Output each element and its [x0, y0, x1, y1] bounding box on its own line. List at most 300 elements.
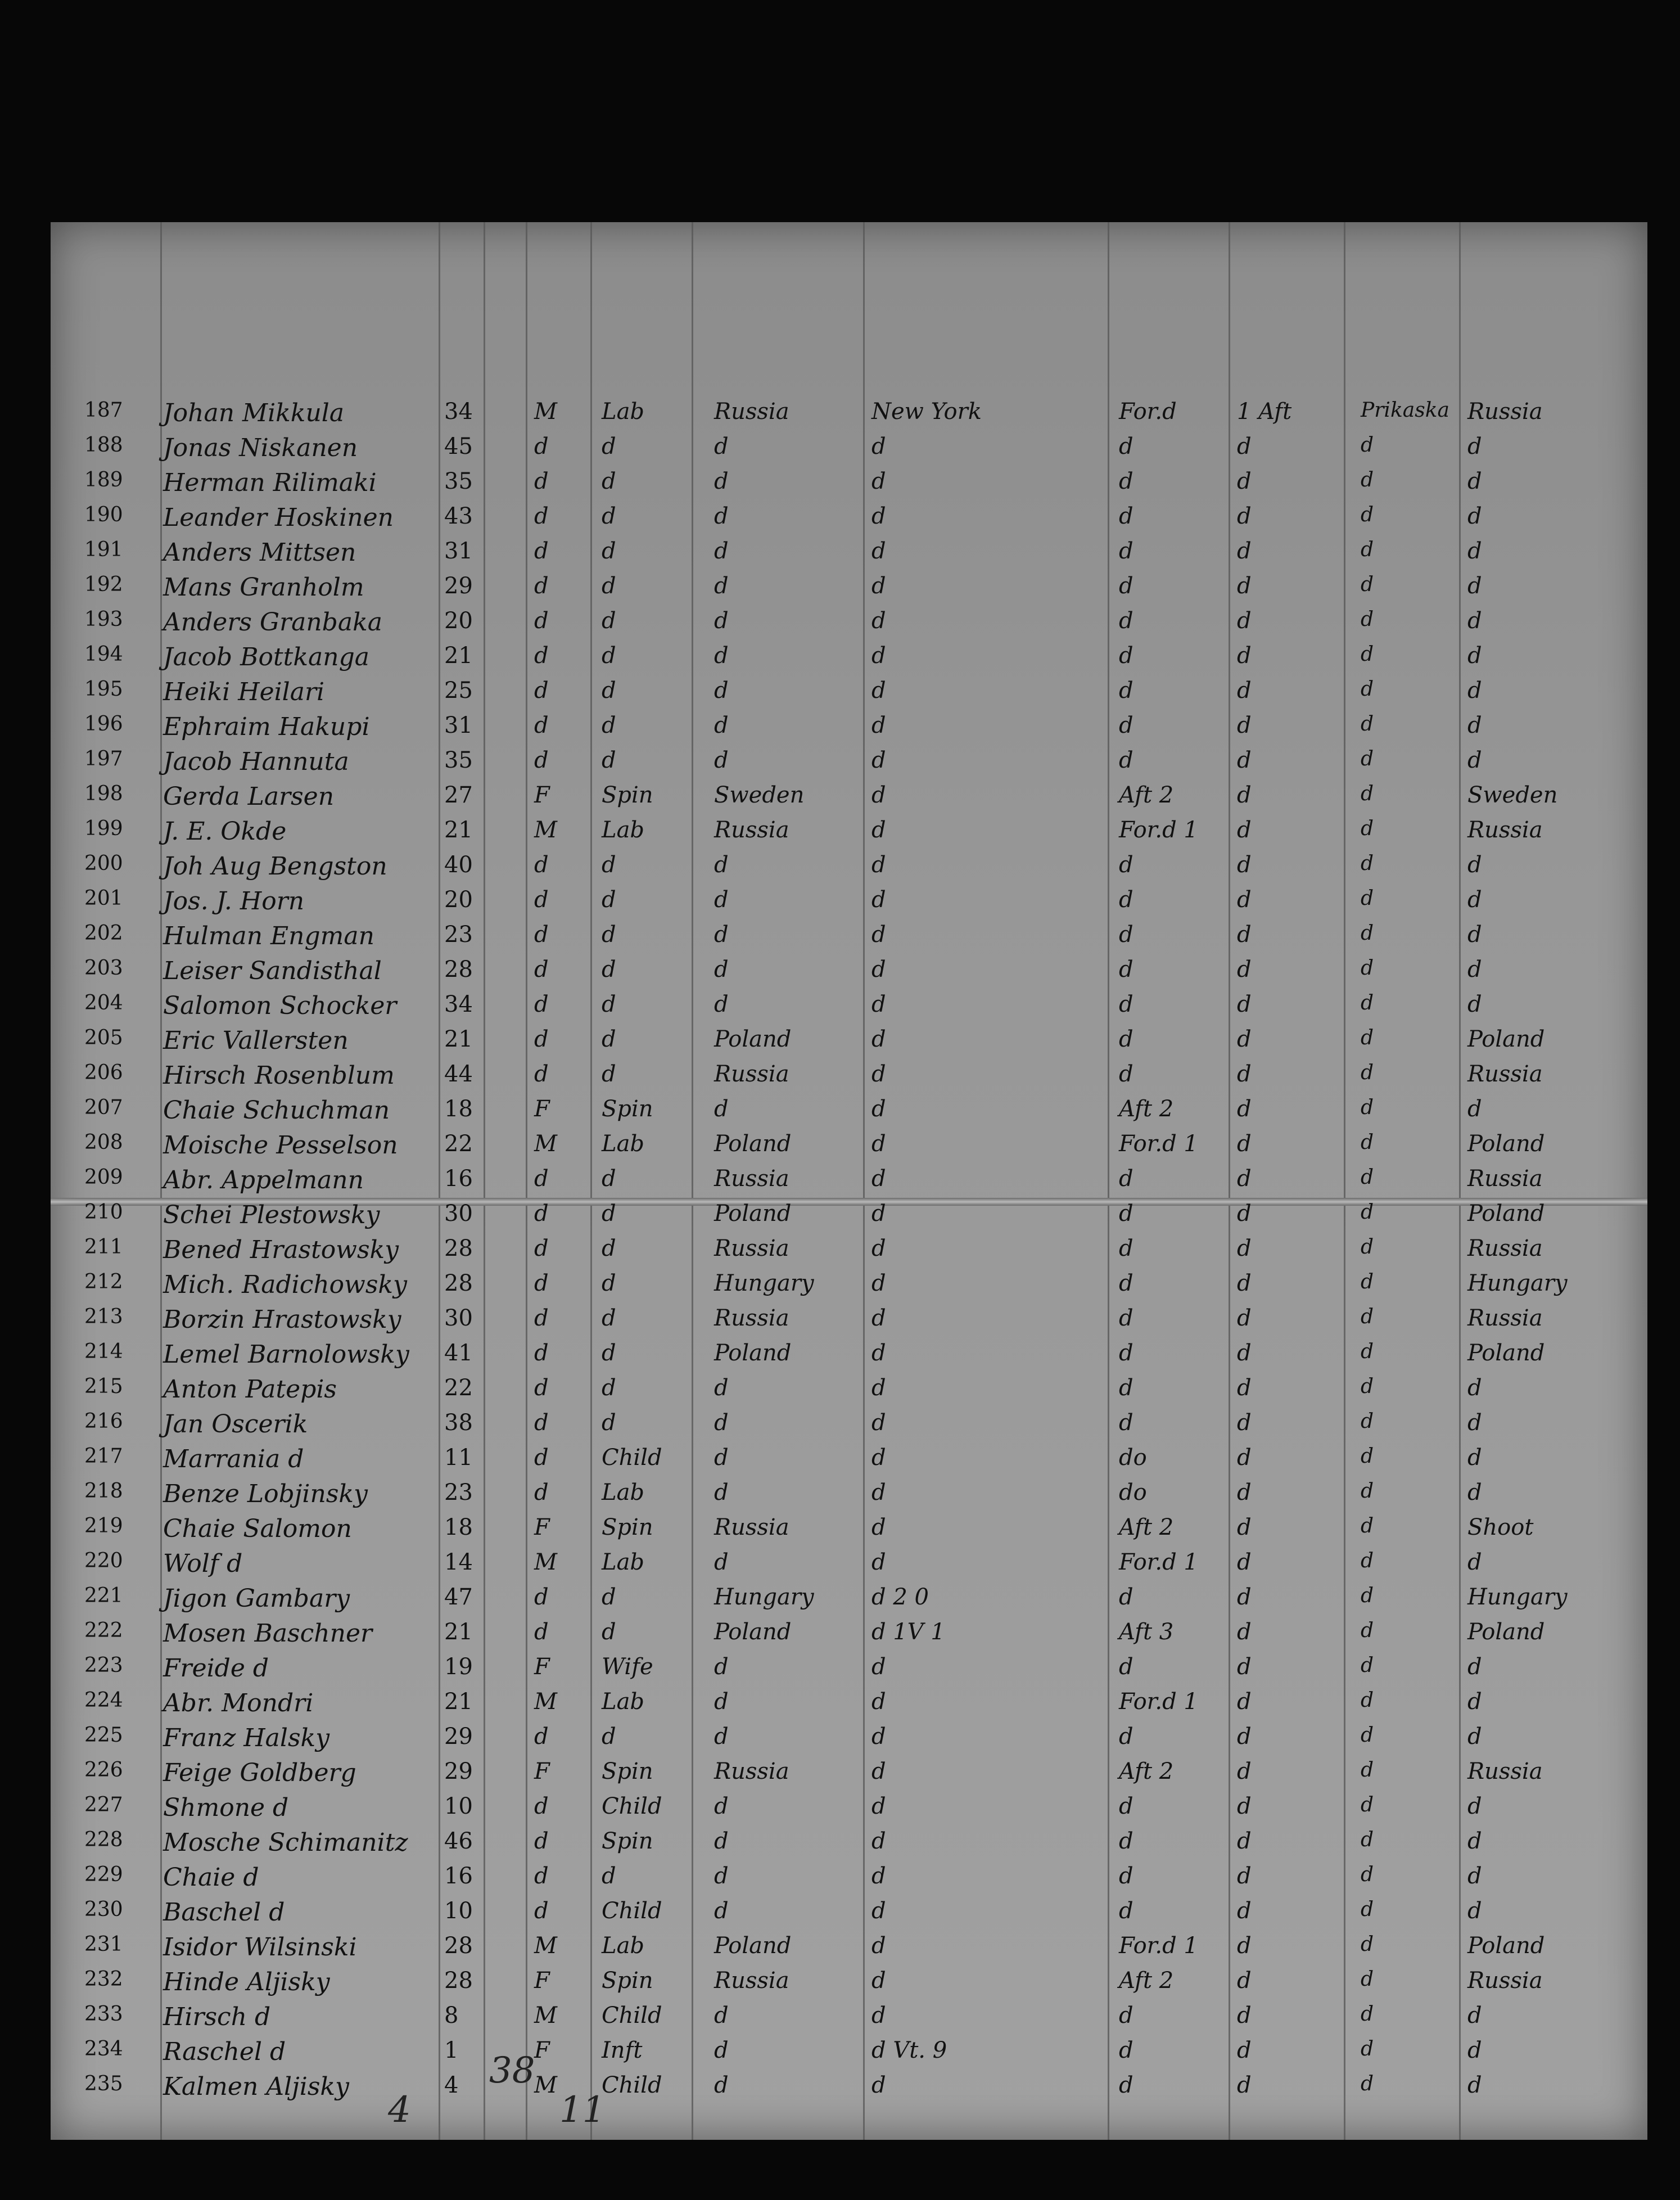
table-row: [51, 1611, 1647, 1649]
cell-sex: F: [534, 1759, 550, 1784]
cell-country: d: [714, 468, 729, 494]
cell-occ: d: [602, 1724, 616, 1750]
cell-prov: d: [1361, 1689, 1374, 1712]
cell-loc: d: [1119, 1340, 1133, 1366]
cell-port: d: [871, 887, 886, 913]
table-row: [51, 1367, 1647, 1405]
cell-cls: d: [1237, 643, 1252, 669]
cell-loc: d: [1119, 991, 1133, 1017]
cell-cls: d: [1237, 573, 1252, 599]
cell-num: 213: [84, 1305, 123, 1328]
cell-dest: d: [1467, 1828, 1482, 1854]
cell-dest: d: [1467, 2072, 1482, 2098]
cell-port: d: [871, 957, 886, 982]
cell-num: 214: [84, 1340, 123, 1363]
cell-age: 19: [444, 1654, 473, 1680]
cell-cls: d: [1237, 922, 1252, 948]
cell-country: Russia: [714, 1514, 789, 1540]
cell-age: 28: [444, 1236, 473, 1261]
cell-loc: d: [1119, 957, 1133, 982]
cell-port: d: [871, 573, 886, 599]
table-row: [51, 844, 1647, 882]
cell-port: d: [871, 852, 886, 878]
cell-prov: d: [1361, 1480, 1374, 1503]
cell-age: 21: [444, 817, 473, 843]
cell-occ: d: [602, 991, 616, 1017]
cell-prov: d: [1361, 468, 1374, 492]
table-row: [51, 1890, 1647, 1928]
cell-age: 21: [444, 1026, 473, 1052]
cell-age: 28: [444, 1968, 473, 1994]
cell-port: d Vt. 9: [871, 2037, 947, 2063]
cell-age: 29: [444, 1724, 473, 1750]
cell-sex: d: [534, 573, 549, 599]
cell-sex: d: [534, 1445, 549, 1471]
cell-age: 21: [444, 1689, 473, 1715]
cell-prov: d: [1361, 1270, 1374, 1293]
cell-name: Chaie d: [163, 1863, 259, 1892]
cell-age: 10: [444, 1793, 473, 1819]
cell-cls: d: [1237, 887, 1252, 913]
cell-sex: d: [534, 1793, 549, 1819]
cell-prov: d: [1361, 2003, 1374, 2026]
cell-dest: Poland: [1467, 1619, 1545, 1645]
cell-sex: d: [534, 538, 549, 564]
cell-cls: d: [1237, 1375, 1252, 1401]
cell-port: d 1V 1: [871, 1619, 945, 1645]
cell-num: 210: [84, 1201, 123, 1224]
cell-loc: d: [1119, 1724, 1133, 1750]
cell-sex: d: [534, 747, 549, 773]
cell-age: 27: [444, 782, 473, 808]
cell-country: Russia: [714, 817, 789, 843]
cell-loc: do: [1119, 1480, 1147, 1505]
cell-name: Bened Hrastowsky: [163, 1236, 399, 1264]
cell-sex: d: [534, 887, 549, 913]
table-row: [51, 984, 1647, 1022]
cell-dest: d: [1467, 678, 1482, 704]
cell-cls: d: [1237, 1584, 1252, 1610]
cell-country: Russia: [714, 1166, 789, 1192]
cell-country: Poland: [714, 1933, 792, 1959]
cell-age: 22: [444, 1131, 473, 1157]
table-row: [51, 1123, 1647, 1161]
cell-loc: Aft 2: [1119, 1096, 1174, 1122]
cell-dest: d: [1467, 1445, 1482, 1471]
cell-prov: d: [1361, 608, 1374, 631]
cell-num: 200: [84, 852, 123, 875]
cell-prov: d: [1361, 887, 1374, 910]
cell-name: Leiser Sandisthal: [163, 957, 382, 985]
cell-cls: d: [1237, 434, 1252, 459]
cell-num: 212: [84, 1270, 123, 1293]
cell-cls: d: [1237, 1026, 1252, 1052]
cell-country: d: [714, 1654, 729, 1680]
cell-occ: Child: [602, 2072, 662, 2098]
cell-loc: d: [1119, 1026, 1133, 1052]
table-row: [51, 1193, 1647, 1231]
cell-port: d: [871, 2003, 886, 2028]
cell-occ: d: [602, 1375, 616, 1401]
cell-prov: d: [1361, 1166, 1374, 1189]
cell-loc: Aft 3: [1119, 1619, 1174, 1645]
cell-occ: d: [602, 1201, 616, 1227]
cell-occ: d: [602, 1026, 616, 1052]
cell-loc: d: [1119, 1863, 1133, 1889]
cell-country: Poland: [714, 1131, 792, 1157]
cell-cls: d: [1237, 1619, 1252, 1645]
cell-loc: For.d: [1119, 399, 1177, 425]
cell-cls: d: [1237, 1410, 1252, 1436]
cell-num: 201: [84, 887, 123, 910]
table-row: [51, 1332, 1647, 1371]
cell-country: d: [714, 1793, 729, 1819]
cell-name: Franz Halsky: [163, 1724, 330, 1752]
cell-port: d: [871, 817, 886, 843]
cell-port: New York: [871, 399, 982, 425]
cell-age: 4: [444, 2072, 459, 2098]
cell-name: Ephraim Hakupi: [163, 713, 370, 741]
cell-age: 34: [444, 399, 473, 425]
cell-num: 195: [84, 678, 123, 701]
table-row: [51, 1786, 1647, 1824]
cell-age: 21: [444, 1619, 473, 1645]
cell-country: d: [714, 1410, 729, 1436]
cell-loc: d: [1119, 922, 1133, 948]
cell-loc: d: [1119, 1793, 1133, 1819]
cell-country: d: [714, 1898, 729, 1924]
cell-occ: d: [602, 1061, 616, 1087]
cell-name: Baschel d: [163, 1898, 285, 1927]
cell-cls: d: [1237, 747, 1252, 773]
cell-sex: d: [534, 468, 549, 494]
cell-age: 22: [444, 1375, 473, 1401]
cell-dest: d: [1467, 643, 1482, 669]
cell-loc: For.d 1: [1119, 1933, 1198, 1959]
table-row: [51, 426, 1647, 464]
cell-cls: d: [1237, 1340, 1252, 1366]
cell-occ: Child: [602, 2003, 662, 2028]
cell-prov: d: [1361, 1026, 1374, 1049]
cell-occ: d: [602, 1166, 616, 1192]
cell-name: Anton Patepis: [163, 1375, 337, 1404]
cell-dest: Sweden: [1467, 782, 1558, 808]
cell-age: 46: [444, 1828, 473, 1854]
cell-sex: d: [534, 1270, 549, 1296]
cell-port: d: [871, 1026, 886, 1052]
cell-occ: d: [602, 957, 616, 982]
cell-port: d: [871, 1096, 886, 1122]
cell-name: Marrania d: [163, 1445, 304, 1473]
table-row: [51, 670, 1647, 708]
cell-name: Jos. J. Horn: [163, 887, 305, 916]
cell-loc: d: [1119, 1201, 1133, 1227]
cell-occ: d: [602, 468, 616, 494]
cell-prov: d: [1361, 1445, 1374, 1468]
cell-loc: d: [1119, 1061, 1133, 1087]
cell-age: 44: [444, 1061, 473, 1087]
table-row: [51, 949, 1647, 987]
cell-cls: d: [1237, 1166, 1252, 1192]
cell-num: 199: [84, 817, 123, 840]
cell-age: 16: [444, 1166, 473, 1192]
cell-loc: d: [1119, 852, 1133, 878]
cell-loc: d: [1119, 1375, 1133, 1401]
cell-port: d: [871, 2072, 886, 2098]
cell-occ: Lab: [602, 399, 645, 425]
cell-cls: d: [1237, 1201, 1252, 1227]
cell-occ: Spin: [602, 1514, 653, 1540]
cell-age: 18: [444, 1514, 473, 1540]
margin-note: 4: [388, 2089, 411, 2131]
cell-sex: d: [534, 1584, 549, 1610]
cell-occ: d: [602, 1863, 616, 1889]
table-row: [51, 1820, 1647, 1859]
table-row: [51, 1507, 1647, 1545]
cell-name: Schei Plestowsky: [163, 1201, 380, 1229]
table-row: [51, 1472, 1647, 1510]
cell-num: 194: [84, 643, 123, 666]
cell-prov: d: [1361, 1340, 1374, 1363]
cell-country: d: [714, 713, 729, 738]
cell-prov: d: [1361, 434, 1374, 457]
cell-port: d: [871, 468, 886, 494]
cell-port: d: [871, 1968, 886, 1994]
cell-prov: d: [1361, 1933, 1374, 1956]
cell-dest: d: [1467, 538, 1482, 564]
table-row: [51, 1228, 1647, 1266]
table-row: [51, 914, 1647, 952]
cell-loc: d: [1119, 747, 1133, 773]
cell-sex: d: [534, 991, 549, 1017]
cell-dest: d: [1467, 608, 1482, 634]
cell-sex: F: [534, 1096, 550, 1122]
cell-prov: d: [1361, 1968, 1374, 1991]
cell-port: d: [871, 1828, 886, 1854]
cell-age: 18: [444, 1096, 473, 1122]
cell-loc: d: [1119, 1828, 1133, 1854]
cell-occ: d: [602, 434, 616, 459]
cell-prov: d: [1361, 1654, 1374, 1677]
cell-prov: d: [1361, 922, 1374, 945]
cell-occ: Lab: [602, 1933, 645, 1959]
cell-loc: d: [1119, 573, 1133, 599]
cell-loc: d: [1119, 1236, 1133, 1261]
cell-name: Mans Granholm: [163, 573, 364, 602]
cell-port: d: [871, 1445, 886, 1471]
cell-age: 20: [444, 608, 473, 634]
cell-dest: Russia: [1467, 1166, 1543, 1192]
table-row: [51, 1053, 1647, 1092]
cell-num: 197: [84, 747, 123, 770]
cell-cls: d: [1237, 1793, 1252, 1819]
cell-dest: Poland: [1467, 1340, 1545, 1366]
cell-cls: d: [1237, 957, 1252, 982]
cell-num: 228: [84, 1828, 123, 1851]
cell-cls: d: [1237, 1480, 1252, 1505]
cell-country: d: [714, 1689, 729, 1715]
cell-num: 196: [84, 713, 123, 736]
cell-prov: d: [1361, 1584, 1374, 1607]
cell-num: 234: [84, 2037, 123, 2061]
cell-loc: d: [1119, 2037, 1133, 2063]
cell-prov: d: [1361, 1619, 1374, 1642]
cell-num: 230: [84, 1898, 123, 1921]
cell-dest: Hungary: [1467, 1584, 1568, 1610]
cell-port: d: [871, 1480, 886, 1505]
cell-port: d: [871, 1793, 886, 1819]
cell-cls: d: [1237, 608, 1252, 634]
cell-loc: d: [1119, 434, 1133, 459]
cell-sex: F: [534, 1514, 550, 1540]
cell-port: d 2 0: [871, 1584, 929, 1610]
cell-name: J. E. Okde: [163, 817, 287, 846]
cell-name: Mich. Radichowsky: [163, 1270, 407, 1299]
cell-country: d: [714, 2072, 729, 2098]
cell-dest: Hungary: [1467, 1270, 1568, 1296]
cell-dest: d: [1467, 1793, 1482, 1819]
cell-cls: d: [1237, 1236, 1252, 1261]
cell-dest: Poland: [1467, 1201, 1545, 1227]
cell-num: 188: [84, 434, 123, 457]
cell-num: 235: [84, 2072, 123, 2095]
cell-sex: d: [534, 1863, 549, 1889]
cell-name: Isidor Wilsinski: [163, 1933, 357, 1962]
table-row: [51, 1995, 1647, 2033]
cell-port: d: [871, 922, 886, 948]
cell-cls: d: [1237, 503, 1252, 529]
cell-occ: Wife: [602, 1654, 653, 1680]
cell-name: Jigon Gambary: [163, 1584, 350, 1613]
cell-name: Mosche Schimanitz: [163, 1828, 408, 1857]
cell-cls: d: [1237, 713, 1252, 738]
cell-country: d: [714, 1480, 729, 1505]
cell-num: 193: [84, 608, 123, 631]
cell-prov: Prikaska: [1361, 399, 1449, 422]
cell-cls: d: [1237, 782, 1252, 808]
cell-occ: Spin: [602, 782, 653, 808]
cell-name: Anders Granbaka: [163, 608, 382, 637]
cell-dest: Russia: [1467, 1968, 1543, 1994]
cell-occ: Lab: [602, 1480, 645, 1505]
cell-prov: d: [1361, 1793, 1374, 1816]
table-row: [51, 1925, 1647, 1963]
cell-cls: d: [1237, 538, 1252, 564]
cell-port: d: [871, 678, 886, 704]
cell-dest: Poland: [1467, 1933, 1545, 1959]
table-row: [51, 1751, 1647, 1789]
cell-name: Jacob Hannuta: [163, 747, 349, 776]
cell-occ: Child: [602, 1793, 662, 1819]
cell-sex: d: [534, 922, 549, 948]
cell-sex: d: [534, 1236, 549, 1261]
cell-country: d: [714, 608, 729, 634]
cell-sex: d: [534, 434, 549, 459]
cell-dest: d: [1467, 1375, 1482, 1401]
cell-loc: d: [1119, 538, 1133, 564]
cell-occ: Spin: [602, 1096, 653, 1122]
cell-sex: d: [534, 1375, 549, 1401]
cell-sex: M: [534, 1933, 557, 1959]
cell-occ: d: [602, 678, 616, 704]
cell-num: 218: [84, 1480, 123, 1503]
cell-loc: d: [1119, 2072, 1133, 2098]
cell-num: 204: [84, 991, 123, 1015]
cell-num: 219: [84, 1514, 123, 1538]
cell-prov: d: [1361, 1305, 1374, 1328]
cell-num: 233: [84, 2003, 123, 2026]
cell-name: Feige Goldberg: [163, 1759, 356, 1787]
cell-prov: d: [1361, 1096, 1374, 1119]
cell-country: d: [714, 1724, 729, 1750]
cell-age: 41: [444, 1340, 473, 1366]
cell-port: d: [871, 1549, 886, 1575]
cell-sex: d: [534, 1340, 549, 1366]
cell-sex: M: [534, 2072, 557, 2098]
cell-dest: d: [1467, 991, 1482, 1017]
cell-cls: d: [1237, 2037, 1252, 2063]
cell-cls: d: [1237, 1933, 1252, 1959]
cell-dest: d: [1467, 922, 1482, 948]
cell-sex: d: [534, 1410, 549, 1436]
cell-occ: d: [602, 887, 616, 913]
cell-port: d: [871, 1759, 886, 1784]
cell-dest: d: [1467, 2037, 1482, 2063]
cell-age: 29: [444, 1759, 473, 1784]
cell-age: 29: [444, 573, 473, 599]
table-row: [51, 1297, 1647, 1336]
cell-dest: Poland: [1467, 1026, 1545, 1052]
table-row: [51, 1541, 1647, 1580]
cell-name: Freide d: [163, 1654, 269, 1683]
cell-name: Benze Lobjinsky: [163, 1480, 368, 1508]
cell-num: 223: [84, 1654, 123, 1677]
cell-occ: d: [602, 922, 616, 948]
cell-port: d: [871, 1933, 886, 1959]
cell-country: Russia: [714, 399, 789, 425]
cell-dest: d: [1467, 503, 1482, 529]
cell-loc: d: [1119, 1305, 1133, 1331]
cell-age: 35: [444, 468, 473, 494]
cell-cls: 1 Aft: [1237, 399, 1292, 425]
cell-dest: Russia: [1467, 1061, 1543, 1087]
cell-name: Chaie Schuchman: [163, 1096, 390, 1125]
cell-port: d: [871, 1654, 886, 1680]
cell-sex: d: [534, 503, 549, 529]
table-row: [51, 2030, 1647, 2068]
cell-occ: Inft: [602, 2037, 643, 2063]
cell-name: Borzin Hrastowsky: [163, 1305, 401, 1334]
cell-num: 202: [84, 922, 123, 945]
cell-country: Russia: [714, 1305, 789, 1331]
cell-num: 189: [84, 468, 123, 492]
cell-sex: M: [534, 399, 557, 425]
table-row: [51, 1018, 1647, 1057]
table-row: [51, 1855, 1647, 1894]
cell-occ: d: [602, 1270, 616, 1296]
cell-cls: d: [1237, 1061, 1252, 1087]
cell-port: d: [871, 1410, 886, 1436]
cell-dest: d: [1467, 2003, 1482, 2028]
cell-occ: d: [602, 643, 616, 669]
cell-country: Hungary: [714, 1584, 814, 1610]
cell-name: Salomon Schocker: [163, 991, 397, 1020]
cell-name: Raschel d: [163, 2037, 286, 2066]
cell-loc: Aft 2: [1119, 1968, 1174, 1994]
cell-cls: d: [1237, 1968, 1252, 1994]
cell-sex: d: [534, 678, 549, 704]
cell-age: 38: [444, 1410, 473, 1436]
